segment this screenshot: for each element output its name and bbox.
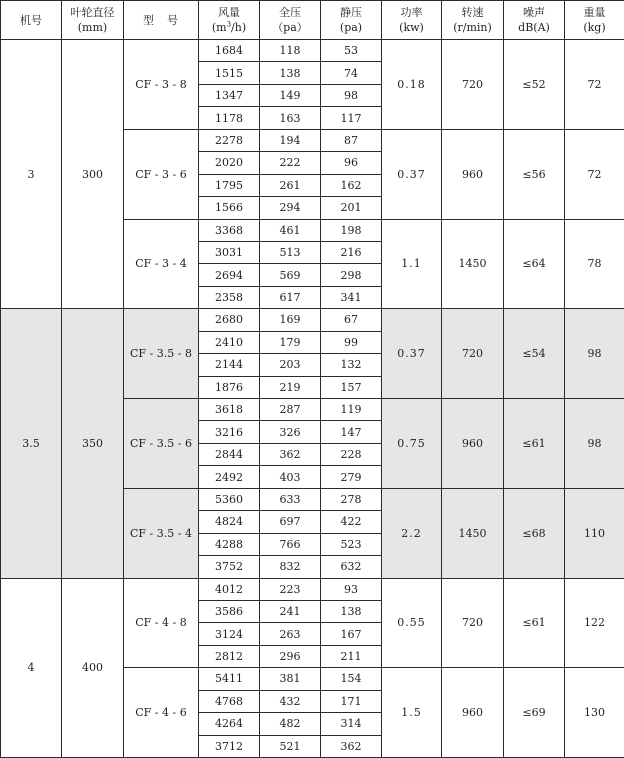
machine-no-cell: 3.5 bbox=[1, 309, 62, 578]
total-pressure-cell: 203 bbox=[260, 354, 321, 376]
airflow-cell: 3618 bbox=[199, 399, 260, 421]
static-pressure-cell: 362 bbox=[321, 735, 382, 757]
total-pressure-cell: 513 bbox=[260, 241, 321, 263]
airflow-cell: 1178 bbox=[199, 107, 260, 129]
static-pressure-cell: 67 bbox=[321, 309, 382, 331]
total-pressure-cell: 219 bbox=[260, 376, 321, 398]
airflow-cell: 3752 bbox=[199, 556, 260, 578]
total-pressure-cell: 521 bbox=[260, 735, 321, 757]
static-pressure-cell: 98 bbox=[321, 84, 382, 106]
static-pressure-cell: 87 bbox=[321, 129, 382, 151]
static-pressure-cell: 99 bbox=[321, 331, 382, 353]
total-pressure-cell: 223 bbox=[260, 578, 321, 600]
header-impeller-diameter: 叶轮直径 (mm) bbox=[62, 1, 124, 40]
static-pressure-cell: 198 bbox=[321, 219, 382, 241]
weight-cell: 72 bbox=[565, 40, 624, 130]
static-pressure-cell: 298 bbox=[321, 264, 382, 286]
model-name-cell: CF - 4 - 6 bbox=[124, 668, 199, 758]
static-pressure-cell: 167 bbox=[321, 623, 382, 645]
airflow-cell: 1684 bbox=[199, 40, 260, 62]
airflow-cell: 2844 bbox=[199, 443, 260, 465]
noise-cell: ≤52 bbox=[504, 40, 565, 130]
table-row bbox=[1, 309, 624, 331]
static-pressure-cell: 211 bbox=[321, 645, 382, 667]
airflow-cell: 2278 bbox=[199, 129, 260, 151]
speed-cell: 720 bbox=[442, 309, 504, 399]
airflow-cell: 5411 bbox=[199, 668, 260, 690]
airflow-cell: 5360 bbox=[199, 488, 260, 510]
speed-cell: 960 bbox=[442, 668, 504, 758]
header-model: 型 号 bbox=[124, 1, 199, 40]
noise-cell: ≤61 bbox=[504, 578, 565, 668]
total-pressure-cell: 296 bbox=[260, 645, 321, 667]
weight-cell: 122 bbox=[565, 578, 624, 668]
power-cell: 0.18 bbox=[382, 40, 442, 130]
total-pressure-cell: 222 bbox=[260, 152, 321, 174]
model-name-cell: CF - 3 - 4 bbox=[124, 219, 199, 309]
static-pressure-cell: 162 bbox=[321, 174, 382, 196]
power-cell: 2.2 bbox=[382, 488, 442, 578]
table-row bbox=[1, 40, 624, 62]
total-pressure-cell: 766 bbox=[260, 533, 321, 555]
weight-cell: 98 bbox=[565, 309, 624, 399]
static-pressure-cell: 138 bbox=[321, 600, 382, 622]
total-pressure-cell: 118 bbox=[260, 40, 321, 62]
total-pressure-cell: 294 bbox=[260, 197, 321, 219]
header-machine-no: 机号 bbox=[1, 1, 62, 40]
static-pressure-cell: 523 bbox=[321, 533, 382, 555]
total-pressure-cell: 179 bbox=[260, 331, 321, 353]
weight-cell: 98 bbox=[565, 399, 624, 489]
airflow-cell: 4012 bbox=[199, 578, 260, 600]
total-pressure-cell: 326 bbox=[260, 421, 321, 443]
static-pressure-cell: 117 bbox=[321, 107, 382, 129]
static-pressure-cell: 157 bbox=[321, 376, 382, 398]
total-pressure-cell: 261 bbox=[260, 174, 321, 196]
table-body bbox=[1, 40, 624, 758]
airflow-cell: 1876 bbox=[199, 376, 260, 398]
header-speed: 转速 (r/min) bbox=[442, 1, 504, 40]
airflow-cell: 4768 bbox=[199, 690, 260, 712]
airflow-cell: 2492 bbox=[199, 466, 260, 488]
speed-cell: 1450 bbox=[442, 219, 504, 309]
header-total-pressure: 全压 （pa） bbox=[260, 1, 321, 40]
airflow-cell: 2144 bbox=[199, 354, 260, 376]
airflow-cell: 2020 bbox=[199, 152, 260, 174]
static-pressure-cell: 278 bbox=[321, 488, 382, 510]
airflow-cell: 3586 bbox=[199, 600, 260, 622]
total-pressure-cell: 482 bbox=[260, 713, 321, 735]
noise-cell: ≤61 bbox=[504, 399, 565, 489]
total-pressure-cell: 362 bbox=[260, 443, 321, 465]
total-pressure-cell: 432 bbox=[260, 690, 321, 712]
static-pressure-cell: 422 bbox=[321, 511, 382, 533]
power-cell: 0.75 bbox=[382, 399, 442, 489]
noise-cell: ≤68 bbox=[504, 488, 565, 578]
noise-cell: ≤69 bbox=[504, 668, 565, 758]
header-static-pressure: 静压 (pa) bbox=[321, 1, 382, 40]
total-pressure-cell: 169 bbox=[260, 309, 321, 331]
total-pressure-cell: 241 bbox=[260, 600, 321, 622]
total-pressure-cell: 138 bbox=[260, 62, 321, 84]
total-pressure-cell: 461 bbox=[260, 219, 321, 241]
static-pressure-cell: 96 bbox=[321, 152, 382, 174]
total-pressure-cell: 287 bbox=[260, 399, 321, 421]
model-name-cell: CF - 3 - 6 bbox=[124, 129, 199, 219]
static-pressure-cell: 279 bbox=[321, 466, 382, 488]
header-airflow: 风量 $(m^3/h)$ bbox=[199, 1, 260, 40]
weight-cell: 78 bbox=[565, 219, 624, 309]
airflow-cell: 1347 bbox=[199, 84, 260, 106]
static-pressure-cell: 216 bbox=[321, 241, 382, 263]
airflow-cell: 4288 bbox=[199, 533, 260, 555]
static-pressure-cell: 228 bbox=[321, 443, 382, 465]
static-pressure-cell: 201 bbox=[321, 197, 382, 219]
noise-cell: ≤54 bbox=[504, 309, 565, 399]
airflow-cell: 4264 bbox=[199, 713, 260, 735]
total-pressure-cell: 403 bbox=[260, 466, 321, 488]
machine-no-cell: 4 bbox=[1, 578, 62, 758]
airflow-cell: 1795 bbox=[199, 174, 260, 196]
machine-no-cell: 3 bbox=[1, 40, 62, 309]
static-pressure-cell: 341 bbox=[321, 286, 382, 308]
static-pressure-cell: 147 bbox=[321, 421, 382, 443]
noise-cell: ≤56 bbox=[504, 129, 565, 219]
impeller-diameter-cell: 400 bbox=[62, 578, 124, 758]
airflow-cell: 3712 bbox=[199, 735, 260, 757]
header-weight: 重量 (kg) bbox=[565, 1, 624, 40]
total-pressure-cell: 149 bbox=[260, 84, 321, 106]
static-pressure-cell: 632 bbox=[321, 556, 382, 578]
total-pressure-cell: 633 bbox=[260, 488, 321, 510]
model-name-cell: CF - 3.5 - 4 bbox=[124, 488, 199, 578]
model-name-cell: CF - 3 - 8 bbox=[124, 40, 199, 130]
power-cell: 1.1 bbox=[382, 219, 442, 309]
power-cell: 0.37 bbox=[382, 309, 442, 399]
airflow-cell: 2680 bbox=[199, 309, 260, 331]
power-cell: 1.5 bbox=[382, 668, 442, 758]
airflow-cell: 3216 bbox=[199, 421, 260, 443]
airflow-cell: 2410 bbox=[199, 331, 260, 353]
airflow-cell: 1566 bbox=[199, 197, 260, 219]
static-pressure-cell: 74 bbox=[321, 62, 382, 84]
speed-cell: 960 bbox=[442, 399, 504, 489]
static-pressure-cell: 93 bbox=[321, 578, 382, 600]
total-pressure-cell: 832 bbox=[260, 556, 321, 578]
noise-cell: ≤64 bbox=[504, 219, 565, 309]
airflow-cell: 3031 bbox=[199, 241, 260, 263]
weight-cell: 110 bbox=[565, 488, 624, 578]
header-row bbox=[1, 1, 624, 40]
power-cell: 0.37 bbox=[382, 129, 442, 219]
total-pressure-cell: 697 bbox=[260, 511, 321, 533]
impeller-diameter-cell: 300 bbox=[62, 40, 124, 309]
weight-cell: 72 bbox=[565, 129, 624, 219]
power-cell: 0.55 bbox=[382, 578, 442, 668]
airflow-cell: 3368 bbox=[199, 219, 260, 241]
total-pressure-cell: 194 bbox=[260, 129, 321, 151]
total-pressure-cell: 381 bbox=[260, 668, 321, 690]
total-pressure-cell: 163 bbox=[260, 107, 321, 129]
weight-cell: 130 bbox=[565, 668, 624, 758]
model-name-cell: CF - 3.5 - 6 bbox=[124, 399, 199, 489]
airflow-cell: 1515 bbox=[199, 62, 260, 84]
header-power: 功率 (kw) bbox=[382, 1, 442, 40]
model-name-cell: CF - 3.5 - 8 bbox=[124, 309, 199, 399]
static-pressure-cell: 154 bbox=[321, 668, 382, 690]
airflow-cell: 4824 bbox=[199, 511, 260, 533]
total-pressure-cell: 617 bbox=[260, 286, 321, 308]
static-pressure-cell: 171 bbox=[321, 690, 382, 712]
table-row bbox=[1, 578, 624, 600]
static-pressure-cell: 119 bbox=[321, 399, 382, 421]
speed-cell: 720 bbox=[442, 40, 504, 130]
static-pressure-cell: 314 bbox=[321, 713, 382, 735]
airflow-cell: 2358 bbox=[199, 286, 260, 308]
airflow-cell: 2812 bbox=[199, 645, 260, 667]
model-name-cell: CF - 4 - 8 bbox=[124, 578, 199, 668]
header-noise: 噪声 dB(A) bbox=[504, 1, 565, 40]
static-pressure-cell: 132 bbox=[321, 354, 382, 376]
speed-cell: 720 bbox=[442, 578, 504, 668]
airflow-cell: 3124 bbox=[199, 623, 260, 645]
impeller-diameter-cell: 350 bbox=[62, 309, 124, 578]
total-pressure-cell: 263 bbox=[260, 623, 321, 645]
static-pressure-cell: 53 bbox=[321, 40, 382, 62]
airflow-cell: 2694 bbox=[199, 264, 260, 286]
total-pressure-cell: 569 bbox=[260, 264, 321, 286]
speed-cell: 1450 bbox=[442, 488, 504, 578]
speed-cell: 960 bbox=[442, 129, 504, 219]
